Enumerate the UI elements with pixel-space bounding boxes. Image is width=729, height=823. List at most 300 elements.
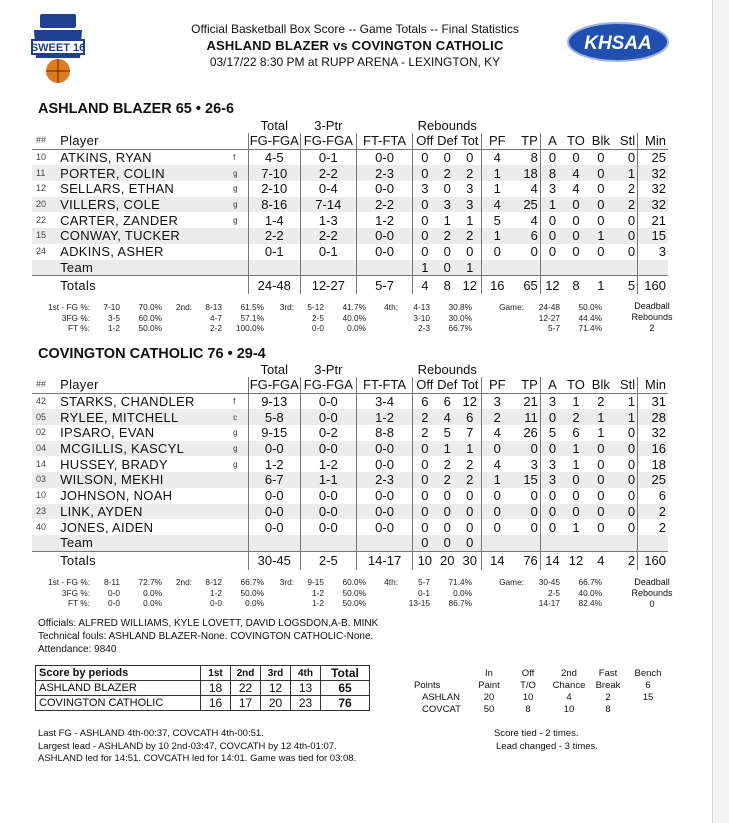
stat-min: 32 [651, 181, 666, 197]
stat-tp3: 7-14 [300, 197, 356, 213]
stat-to: 6 [572, 425, 580, 441]
total-tot: 12 [458, 276, 482, 295]
stat-a: 0 [540, 441, 564, 457]
attendance: Attendance: 9840 [38, 644, 117, 655]
stat-tp: 0 [512, 488, 540, 504]
player-name: MCGILLIS, KASCYL [60, 441, 233, 457]
game-notes: Last FG - ASHLAND 4th-00:37, COVCATH 4th-00:51. Largest lead - ASHLAND by 10 2nd-03:47, COVCATH by 12 4th-01:07. ASHLAND led for 14:51. COVCATH led for 14:01. Game was tied for 03:08. [38, 728, 357, 764]
stat-pf: 1 [493, 181, 501, 197]
player-name: LINK, AYDEN [60, 504, 233, 520]
total-pf: 14 [482, 551, 512, 570]
column-header-def: Def [437, 377, 458, 393]
report-title: Official Basketball Box Score -- Game Totals -- Final Statistics [191, 22, 519, 36]
player-row [32, 488, 668, 504]
jersey-number: 05 [32, 409, 60, 425]
misc-fast-break: Fast Break 2 8 [595, 668, 621, 715]
total-off: 4 [413, 276, 437, 295]
team-rebounds-row: Team 0 0 0 [32, 535, 668, 551]
stat-a: 8 [540, 165, 564, 181]
column-header-off: Off [413, 133, 437, 149]
stat-to: 4 [564, 165, 588, 181]
jersey-number: 15 [32, 228, 60, 244]
player-name: CONWAY, TUCKER [60, 228, 233, 244]
stat-tp3: 0-2 [300, 425, 356, 441]
player-position: g [233, 428, 238, 438]
jersey-number: 04 [32, 441, 60, 457]
matchup-title: ASHLAND BLAZER vs COVINGTON CATHOLIC [206, 38, 504, 53]
stat-tp: 18 [512, 165, 540, 181]
stat-fg: 0-0 [248, 519, 300, 535]
stat-off: 6 [421, 394, 429, 410]
stat-tp: 0 [512, 519, 540, 535]
stat-blk: 0 [588, 197, 614, 213]
stat-tp3: 0-1 [300, 149, 356, 165]
technical-fouls: Technical fouls: ASHLAND BLAZER-None. COVINGTON CATHOLIC-None. [38, 631, 374, 642]
stat-tot: 3 [458, 197, 482, 213]
total-ft: 14-17 [356, 551, 412, 570]
stat-tp3: 2-2 [300, 165, 356, 181]
stat-tp: 25 [512, 197, 540, 213]
total-ft: 5-7 [356, 276, 412, 295]
total-def: 8 [436, 276, 458, 295]
player-position: f [233, 397, 236, 407]
stat-tp: 6 [512, 228, 540, 244]
player-position: c [233, 409, 248, 425]
score-row-covcath: COVINGTON CATHOLIC 16 17 20 23 76 [36, 696, 370, 711]
total-tot: 30 [458, 551, 482, 570]
logo-banner [40, 14, 76, 28]
total-to: 12 [564, 551, 588, 570]
stat-def: 2 [443, 456, 451, 472]
stat-min: 6 [658, 488, 666, 504]
stat-to: 4 [572, 181, 580, 197]
jersey-number: 03 [32, 472, 60, 488]
stat-def: 0 [443, 150, 451, 166]
stat-blk: 0 [588, 165, 614, 181]
stat-def: 2 [436, 165, 458, 181]
column-header-stl: Stl [614, 377, 638, 393]
stat-stl: 0 [614, 519, 638, 535]
stat-def: 6 [443, 394, 451, 410]
stat-pf: 4 [493, 150, 501, 166]
stat-fg: 8-16 [248, 197, 300, 213]
team-rebounds-row: Team 1 0 1 [32, 260, 668, 276]
stat-tp3: 0-0 [300, 519, 356, 535]
team-tot: 1 [458, 260, 482, 276]
stat-tot: 1 [458, 212, 482, 228]
stat-tot: 0 [458, 519, 482, 535]
stat-stl: 1 [614, 409, 638, 425]
stat-def: 0 [443, 244, 451, 260]
stat-to: 0 [572, 244, 580, 260]
player-row [32, 456, 668, 472]
jersey-number: 11 [32, 165, 60, 181]
stat-to: 0 [564, 228, 588, 244]
score-by-periods-table [35, 665, 370, 711]
player-name: STARKS, CHANDLER [60, 394, 195, 410]
stat-def: 2 [436, 472, 458, 488]
stat-ft: 0-0 [356, 181, 412, 197]
stat-stl: 0 [614, 456, 638, 472]
stat-def: 1 [436, 441, 458, 457]
stat-a: 0 [548, 150, 557, 166]
stat-to: 0 [572, 150, 580, 166]
misc-2nd-chance: 2nd Chance 4 10 [552, 668, 586, 715]
stat-a: 0 [548, 212, 557, 228]
stat-tot: 0 [458, 149, 482, 165]
stat-tp: 11 [512, 409, 540, 425]
stat-fg: 4-5 [248, 149, 300, 165]
player-position: g [233, 459, 238, 469]
stat-def: 0 [443, 488, 451, 504]
total-tp: 76 [512, 551, 540, 570]
stat-stl: 0 [614, 441, 638, 457]
stat-a: 3 [548, 181, 557, 197]
stat-def: 0 [436, 504, 458, 520]
jersey-number: 23 [32, 504, 60, 520]
stat-def: 2 [436, 228, 458, 244]
player-name: CARTER, ZANDER [60, 212, 179, 228]
stat-tp3: 0-0 [300, 504, 356, 520]
stat-to: 0 [564, 504, 588, 520]
jersey-number: 22 [36, 214, 47, 225]
jersey-number: 42 [36, 396, 47, 407]
stat-pf: 0 [493, 519, 501, 535]
player-row [32, 519, 668, 535]
logo-text: KHSAA [584, 33, 652, 54]
stat-tp3: 0-1 [300, 244, 356, 260]
box-score-table [32, 118, 668, 294]
stat-pf: 4 [493, 456, 501, 472]
stat-blk: 0 [588, 441, 614, 457]
stat-blk: 1 [597, 425, 605, 441]
stat-ft: 2-3 [356, 165, 412, 181]
stat-fg: 2-10 [248, 181, 300, 197]
total-tp3: 12-27 [300, 276, 356, 295]
column-header-a: A [540, 377, 564, 393]
stat-fg: 9-15 [248, 425, 300, 441]
stat-pf: 0 [493, 488, 501, 504]
total-stl: 2 [614, 551, 638, 570]
stat-off: 3 [421, 181, 429, 197]
stat-a: 0 [540, 409, 564, 425]
stat-min: 2 [658, 519, 666, 535]
misc-in-paint: In Paint 20 50 [478, 668, 500, 715]
stat-tot: 2 [458, 228, 482, 244]
sweet-16-logo [30, 14, 86, 84]
stat-ft: 0-0 [356, 519, 412, 535]
stat-def: 0 [443, 519, 451, 535]
stat-tp: 15 [512, 472, 540, 488]
stat-tot: 0 [458, 244, 482, 260]
pct-line: 1st - FG %: 7-10 70.0% 2nd: 8-13 61.5% 3rd: 5-12 41.7% 4th: 4-13 30.8% Game: 24-48 50.0% [48, 302, 602, 312]
stat-blk: 0 [588, 472, 614, 488]
stat-off: 0 [413, 197, 437, 213]
player-position [233, 472, 248, 488]
stat-min: 28 [638, 409, 668, 425]
player-row [32, 409, 668, 425]
team-title: COVINGTON CATHOLIC 76 • 29-4 [38, 346, 266, 362]
stat-a: 5 [548, 425, 557, 441]
stat-min: 25 [638, 472, 668, 488]
total-blk: 4 [588, 551, 614, 570]
stat-off: 0 [413, 165, 437, 181]
total-stl: 5 [614, 276, 638, 295]
stat-def: 1 [443, 212, 451, 228]
stat-tot: 0 [458, 488, 482, 504]
stat-off: 0 [413, 228, 437, 244]
stat-tp3: 1-3 [300, 212, 356, 228]
pct-line: FT %: 1-2 50.0% 2-2 100.0% 0-0 0.0% 2-3 66.7% 5-7 71.4% [68, 323, 602, 333]
stat-fg: 6-7 [248, 472, 300, 488]
stat-ft: 0-0 [356, 441, 412, 457]
totals-row: Totals 24-48 12-27 5-7 4 8 12 16 65 12 8 1 5 160 [32, 276, 668, 295]
column-header-stl: Stl [614, 133, 638, 149]
stat-min: 21 [651, 212, 666, 228]
stat-stl: 2 [614, 197, 638, 213]
player-position [233, 228, 248, 244]
total-fg: 30-45 [248, 551, 300, 570]
officials: Officials: ALFRED WILLIAMS, KYLE LOVETT, DAVID LOGSDON,A-B. MINK [38, 618, 379, 629]
stat-a: 0 [548, 244, 557, 260]
column-header-to: TO [564, 133, 588, 149]
stat-pf: 0 [482, 504, 512, 520]
stat-fg: 0-1 [248, 244, 300, 260]
player-name: PORTER, COLIN [60, 165, 233, 181]
stat-blk: 2 [597, 394, 605, 410]
stat-tot: 0 [458, 504, 482, 520]
stat-stl: 0 [614, 425, 638, 441]
player-row [32, 472, 668, 488]
stat-fg: 7-10 [248, 165, 300, 181]
stat-blk: 0 [597, 212, 605, 228]
player-position: g [233, 184, 238, 194]
stat-fg: 1-2 [248, 456, 300, 472]
jersey-number: 14 [36, 458, 47, 469]
stat-to: 2 [564, 409, 588, 425]
deadball-rebounds: Deadball Rebounds 0 [631, 577, 673, 609]
column-header-row: ## Player FG-FGA FG-FGA FT-FTA Off Def Tot PF TP A TO Blk Stl Min [32, 133, 668, 149]
stat-tp: 4 [512, 181, 540, 197]
player-name: VILLERS, COLE [60, 197, 233, 213]
stat-pf: 4 [493, 425, 501, 441]
player-name: RYLEE, MITCHELL [60, 409, 233, 425]
column-header-to: TO [564, 377, 588, 393]
stat-pf: 2 [482, 409, 512, 425]
total-min: 160 [638, 551, 668, 570]
stat-min: 18 [651, 456, 666, 472]
player-position: g [233, 165, 248, 181]
stat-a: 0 [548, 519, 557, 535]
player-position: f [233, 153, 236, 163]
stat-tot: 12 [458, 393, 482, 409]
stat-blk: 0 [597, 181, 605, 197]
stat-fg: 1-4 [248, 212, 300, 228]
stat-tp3: 0-0 [300, 488, 356, 504]
stat-off: 0 [421, 456, 429, 472]
stat-tp3: 1-2 [300, 456, 356, 472]
stat-pf: 4 [482, 197, 512, 213]
team-def: 0 [436, 260, 458, 276]
player-name: ADKINS, ASHER [60, 244, 164, 260]
column-header-pf: PF [482, 133, 512, 149]
stat-pf: 5 [493, 212, 501, 228]
stat-ft: 1-2 [356, 212, 412, 228]
total-to: 8 [564, 276, 588, 295]
player-position [233, 519, 248, 535]
jersey-number: 10 [36, 152, 47, 163]
stat-blk: 0 [597, 244, 605, 260]
stat-ft: 0-0 [356, 149, 412, 165]
stat-fg: 9-13 [248, 393, 300, 409]
player-name: JONES, AIDEN [60, 519, 154, 535]
column-header-a: A [540, 133, 564, 149]
stat-to: 0 [572, 488, 580, 504]
stat-off: 0 [413, 441, 437, 457]
team-def: 0 [436, 535, 458, 551]
column-header-tp: TP [512, 133, 540, 149]
column-header-fg: FG-FGA [249, 133, 299, 149]
stat-ft: 8-8 [356, 425, 412, 441]
jersey-number: 12 [36, 183, 47, 194]
column-header-tot: Tot [458, 133, 482, 149]
stat-off: 2 [413, 409, 437, 425]
player-name: HUSSEY, BRADY [60, 456, 168, 472]
player-row [32, 425, 668, 441]
player-name: ATKINS, RYAN [60, 150, 152, 166]
player-position [233, 488, 248, 504]
stat-off: 0 [421, 212, 429, 228]
stat-tp3: 2-2 [300, 228, 356, 244]
stat-a: 1 [540, 197, 564, 213]
stat-stl: 0 [614, 149, 638, 165]
player-row [32, 165, 668, 181]
stat-ft: 2-3 [356, 472, 412, 488]
stat-to: 0 [572, 212, 580, 228]
deadball-rebounds: Deadball Rebounds 2 [631, 301, 673, 333]
stat-tot: 2 [458, 456, 482, 472]
jersey-number: 10 [36, 490, 47, 501]
score-row-ashland: ASHLAND BLAZER 18 22 12 13 65 [36, 681, 370, 696]
player-row [32, 244, 668, 260]
jersey-number: 24 [36, 246, 47, 257]
player-position [233, 504, 248, 520]
total-fg: 24-48 [248, 276, 300, 295]
misc-label-col: Points ASHLAN COVCAT [414, 680, 461, 715]
stat-blk: 1 [588, 409, 614, 425]
stat-a: 0 [548, 488, 557, 504]
stat-min: 15 [638, 228, 668, 244]
stat-def: 3 [436, 197, 458, 213]
stat-min: 25 [651, 150, 666, 166]
stat-pf: 1 [482, 472, 512, 488]
stat-to: 1 [572, 519, 580, 535]
total-pf: 16 [482, 276, 512, 295]
column-header-pf: PF [482, 377, 512, 393]
player-name: WILSON, MEKHI [60, 472, 233, 488]
total-blk: 1 [588, 276, 614, 295]
team-title: ASHLAND BLAZER 65 • 26-6 [38, 101, 235, 117]
column-header-min: Min [638, 377, 668, 393]
group-header-row: Total 3-Ptr Rebounds [260, 118, 477, 133]
stat-tot: 2 [458, 165, 482, 181]
column-header-blk: Blk [588, 133, 614, 149]
stat-tot: 1 [458, 441, 482, 457]
column-header-ft: FT-FTA [356, 133, 412, 149]
player-name: JOHNSON, NOAH [60, 488, 173, 504]
stat-off: 0 [413, 504, 437, 520]
stat-min: 32 [651, 425, 666, 441]
total-tp: 65 [512, 276, 540, 295]
stat-ft: 2-2 [356, 197, 412, 213]
jersey-number: 02 [36, 427, 47, 438]
stat-tp: 21 [512, 393, 540, 409]
tie-notes: Score tied - 2 times. Lead changed - 3 times. [494, 728, 598, 752]
stat-tp: 0 [512, 441, 540, 457]
player-row [32, 393, 668, 409]
player-position [233, 244, 248, 260]
stat-stl: 0 [614, 504, 638, 520]
stat-min: 3 [658, 244, 666, 260]
stat-tot: 7 [458, 425, 482, 441]
stat-ft: 0-0 [356, 228, 412, 244]
stat-stl: 2 [614, 181, 638, 197]
stat-pf: 0 [493, 244, 501, 260]
stat-def: 5 [443, 425, 451, 441]
pct-line: FT %: 0-0 0.0% 0-0 0.0% 1-2 50.0% 13-15 86.7% 14-17 82.4% [68, 598, 602, 608]
stat-blk: 0 [597, 488, 605, 504]
misc-bench: Bench 6 15 [634, 668, 662, 703]
column-header-fg: FG-FGA [249, 377, 299, 393]
stat-ft: 0-0 [356, 504, 412, 520]
stat-fg: 0-0 [248, 504, 300, 520]
column-header-ft: FT-FTA [356, 377, 412, 393]
player-position: g [233, 197, 248, 213]
column-header-row: ## Player FG-FGA FG-FGA FT-FTA Off Def Tot PF TP A TO Blk Stl Min [32, 377, 668, 393]
player-position: g [233, 441, 248, 457]
player-row [32, 228, 668, 244]
stat-def: 0 [443, 181, 451, 197]
player-position: g [233, 215, 238, 225]
stat-stl: 0 [614, 472, 638, 488]
jersey-number: 40 [36, 521, 47, 532]
stat-tp: 4 [512, 212, 540, 228]
stat-tp: 26 [512, 425, 540, 441]
stat-tp3: 0-4 [300, 181, 356, 197]
total-a: 14 [540, 551, 564, 570]
game-info: 03/17/22 8:30 PM at RUPP ARENA - LEXINGTON, KY [209, 55, 501, 69]
stat-off: 0 [413, 472, 437, 488]
stat-blk: 0 [588, 504, 614, 520]
column-header-blk: Blk [588, 377, 614, 393]
stat-blk: 1 [588, 228, 614, 244]
logo-text: SWEET 16 [30, 42, 86, 54]
stat-off: 2 [421, 425, 429, 441]
misc-off-to: Off T/O 10 8 [520, 668, 536, 715]
column-header-min: Min [638, 133, 668, 149]
team-off: 1 [413, 260, 437, 276]
stat-off: 0 [421, 519, 429, 535]
column-header-tp3: FG-FGA [300, 133, 356, 149]
stat-def: 4 [436, 409, 458, 425]
stat-ft: 3-4 [356, 393, 412, 409]
totals-row: Totals 30-45 2-5 14-17 10 20 30 14 76 14 12 4 2 160 [32, 551, 668, 570]
stat-stl: 0 [614, 244, 638, 260]
player-row [32, 504, 668, 520]
player-row [32, 197, 668, 213]
stat-fg: 2-2 [248, 228, 300, 244]
stat-to: 1 [572, 456, 580, 472]
